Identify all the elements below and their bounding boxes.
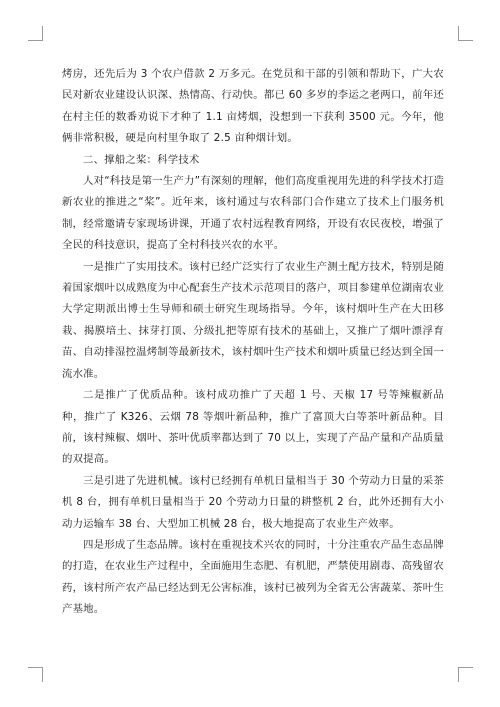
crop-mark-top-right: [458, 26, 473, 41]
paragraph-ecological-brand: 四是形成了生态品牌。该村在重视技术兴农的同时，十分注重农产品生态品牌的打造，在农业生产过程中，全面施用生态肥、有机肥，严禁使用剧毒、高残留农药，该村所产农产品已经达到无公害标准，该村已被列为全省无公害蔬菜、茶叶生产基地。: [62, 538, 444, 616]
document-body: [62, 64, 444, 621]
paragraph-quality-varieties: 二是推广了优质品种。该村成功推广了天超 1 号、天椒 17 号等辣椒新品种，推广了 K326、云烟 78 等烟叶新品种，推广了富顶大白等茶叶新品种。目前，该村辣椒、烟叶、茶叶优质率都达到了 70 以上，实现了产品产量和产品质量的双提高。: [62, 389, 444, 466]
paragraph-intro: 人对“科技是第一生产力”有深刻的理解，他们高度重视用先进的科学技术打造新农业的推进之“桨”。近年来，该村通过与农科部门合作建立了技术上门服务机制，经常邀请专家现场讲课，开通了农村远程教育网络，开设有农民夜校，增强了全民的科技意识，提高了全村科技兴农的水平。: [62, 175, 444, 252]
crop-mark-bottom-left: [28, 667, 43, 682]
paragraph-advanced-machinery: 三是引进了先进机械。该村已经拥有单机日量相当于 30 个劳动力日量的采茶机 8 台，拥有单机日量相当于 20 个劳动力日量的耕整机 2 台，此外还拥有大小动力运输车 38 台、大型加工机械 28 台，极大地提高了农业生产效率。: [62, 474, 444, 530]
crop-mark-top-left: [28, 26, 43, 41]
crop-mark-bottom-right: [458, 667, 473, 682]
section-heading: 二、撑船之桨：科学技术: [83, 153, 200, 166]
paragraph-practical-technology: 一是推广了实用技术。该村已经广泛实行了农业生产测土配方技术，特别是随着国家烟叶以成熟度为中心配套生产技术示范项目的落户，项目参建单位湖南农业大学定期派出博士生导师和硕士研究生现场指导。今年，该村烟叶生产在大田移栽、揭膜培土、抹芽打顶、分级扎把等原有技术的基础上，又推广了烟叶漂浮育苗、自动排湿控温烤制等最新技术，该村烟叶生产技术和烟叶质量已经达到全国一流水准。: [62, 260, 444, 380]
paragraph-continued: 烤房，还先后为 3 个农户借款 2 万多元。在党员和干部的引领和帮助下，广大农民对新农业建设认识深、热情高、行动快。都已 60 多岁的李运之老两口，前年还在村主任的数番劝说下才种了 1.1 亩烤烟，没想到一下获利 3500 元。今年，他俩非常积极，硬是向村里争取了 2.5 亩种烟计划。: [62, 68, 444, 145]
